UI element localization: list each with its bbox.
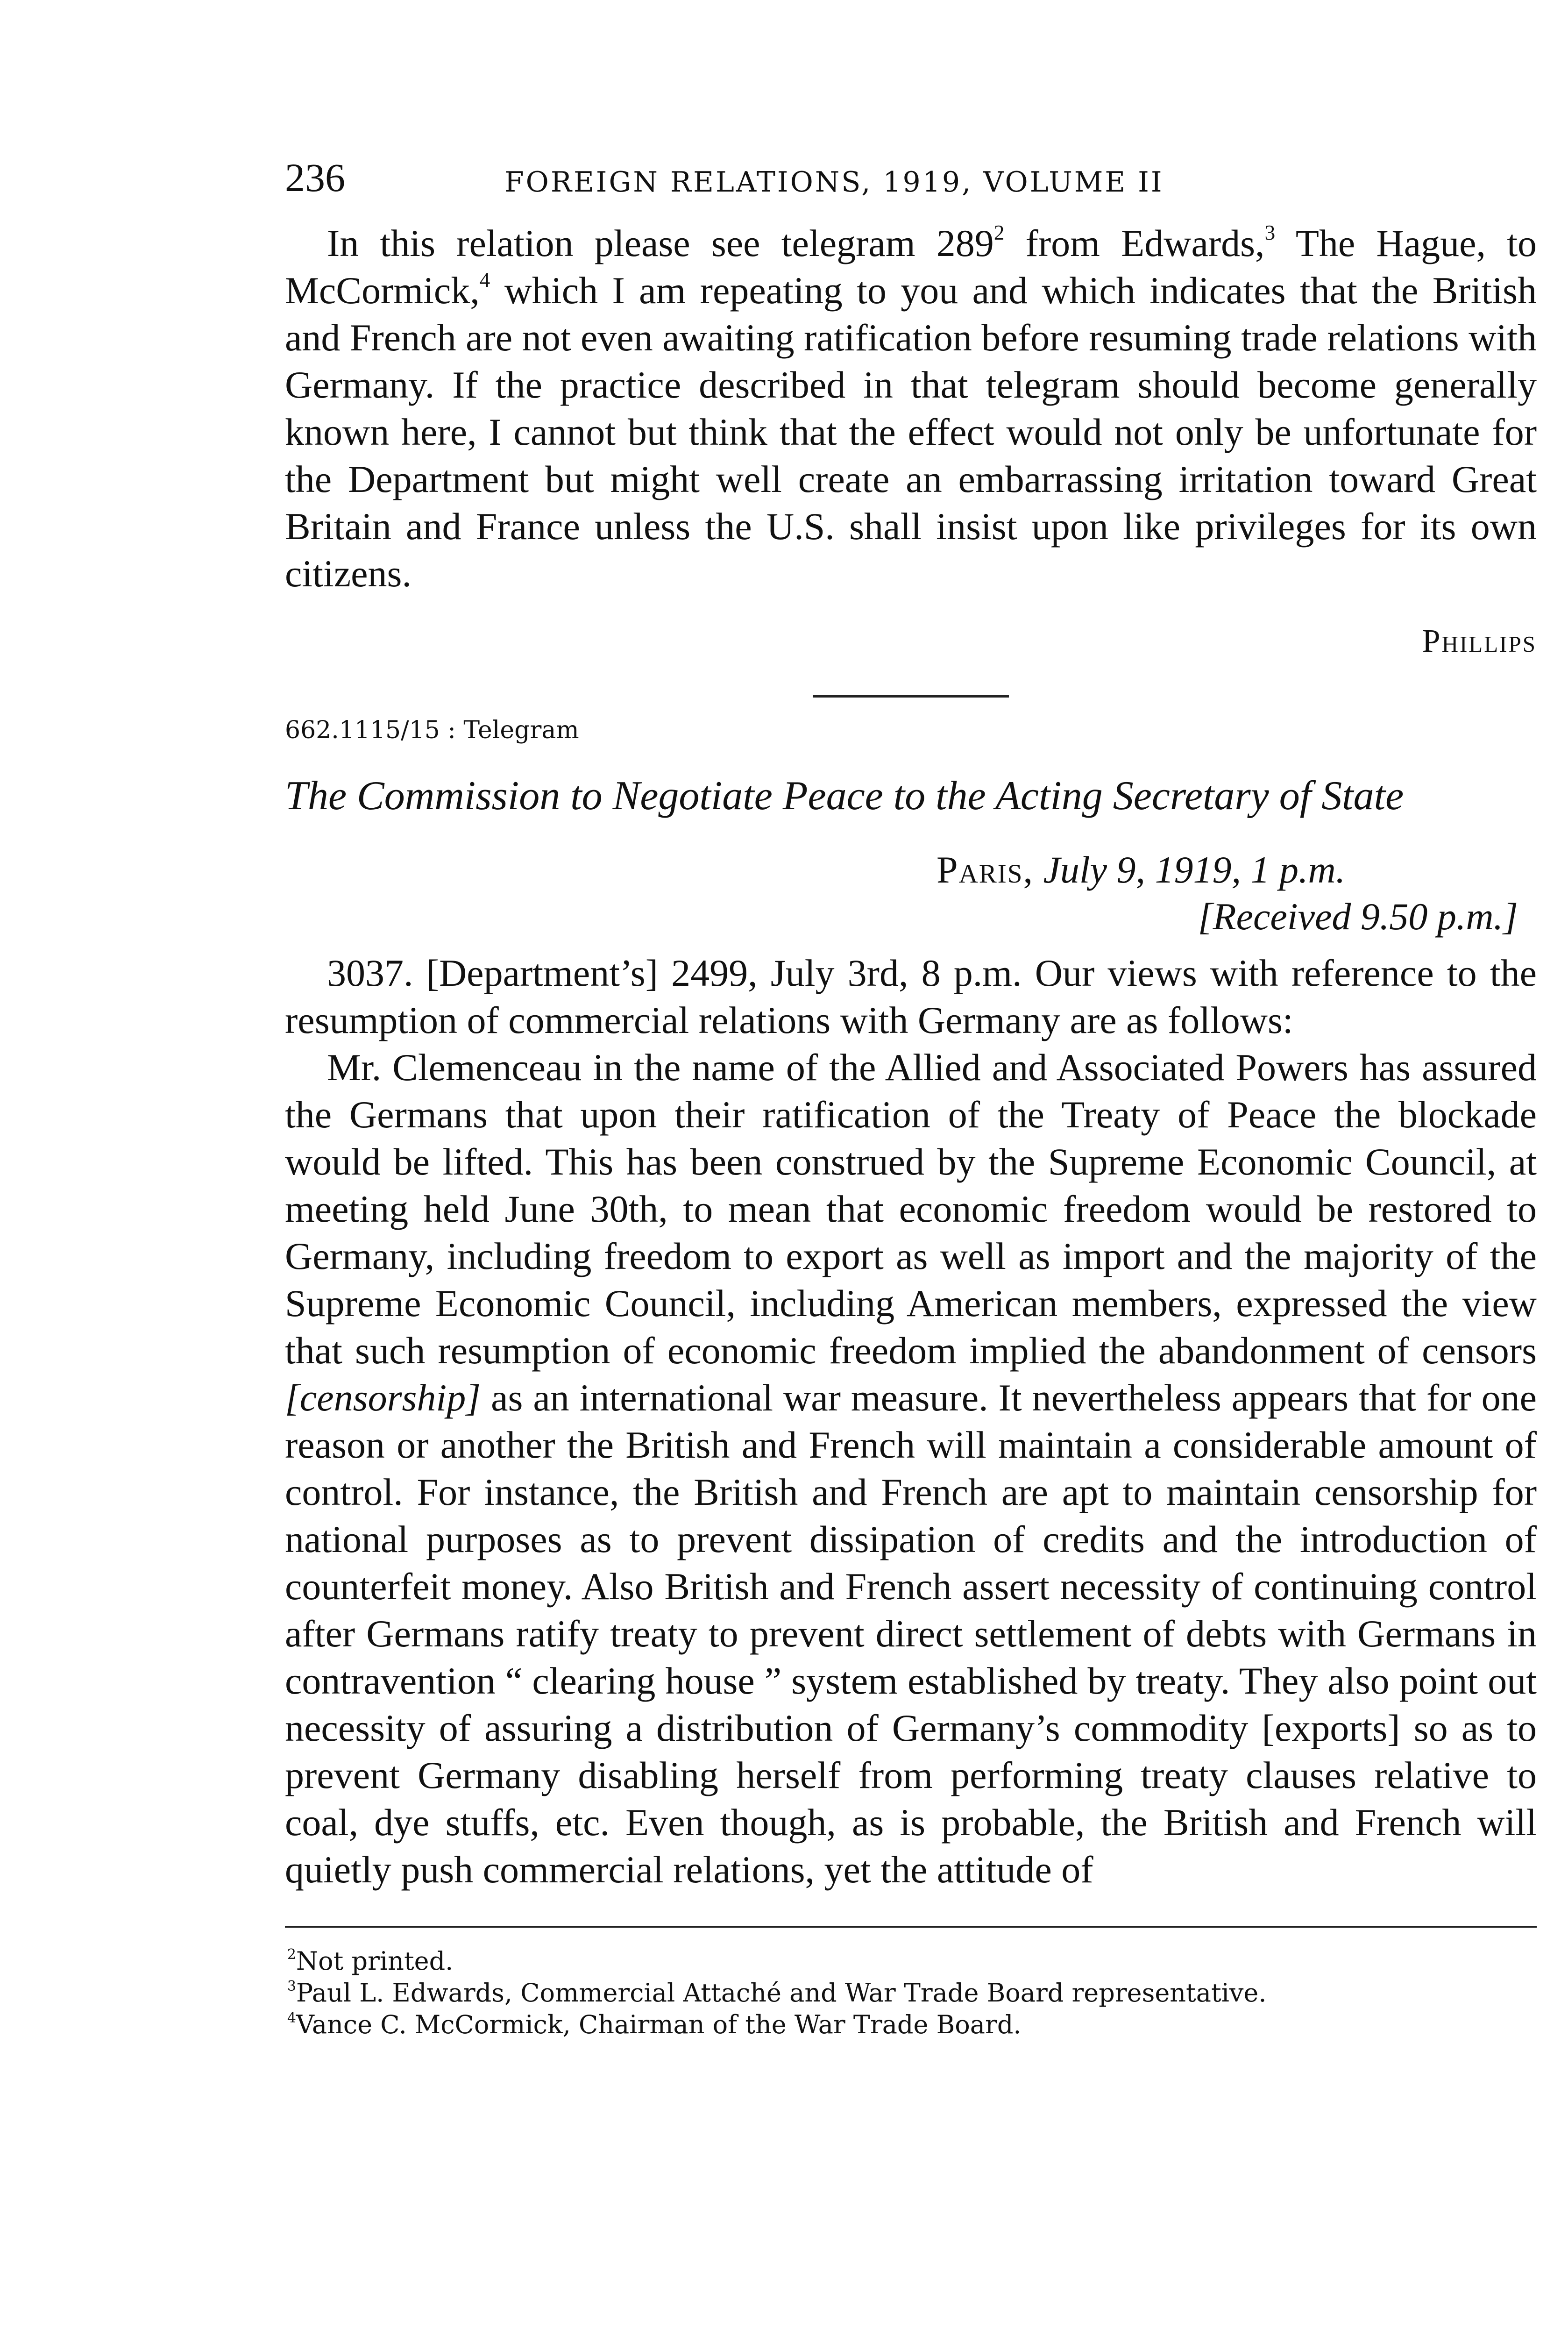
file-reference: 662.1115/15 : Telegram [285,716,579,744]
intro-text-1: In this relation please see telegram 289 [327,222,994,264]
intro-text-2: from Edwards, [1004,222,1265,264]
footnote-rule [285,1926,1537,1928]
intro-text-4: which I am repeating to you and which indicates that the British and French are not even awaiting ratification before resuming trade relations with Germany. If the practice described in that telegram should become generally known here, I cannot but think that the effect would not only be unfortunate for the Department but might well create an embarrassing irritation toward Great Britain and France unless the U.S. shall insist upon like privileges for its own citizens. [285,269,1537,595]
running-title: FOREIGN RELATIONS, 1919, VOLUME II [504,166,1164,199]
footnote-marker: 2 [287,1946,296,1963]
footnote [285,2009,1537,2041]
footnote-text: Vance C. McCormick, Chairman of the War Trade Board. [296,2010,1022,2039]
footnote-marker: 4 [287,2009,296,2026]
telegram-paragraph-1: 3037. [Department’s] 2499, July 3rd, 8 p.m. Our views with reference to the resumption of commercial relations with Germany are as follows: [285,952,1537,1041]
page-number: 236 [285,155,345,200]
received-time: [Received 9.50 p.m.] [1198,895,1518,938]
footnotes [285,1945,1537,2041]
intro-text-3: The Hague, to McCormick, [285,222,1537,312]
footnote-ref-4: 4 [479,268,490,292]
footnote-ref-3: 3 [1264,221,1276,244]
dateline-place: Paris, [937,848,1034,891]
dateline-received [937,893,1537,940]
footnote-marker: 3 [287,1978,296,1994]
dateline-sent [937,847,1537,893]
footnote-text: Paul L. Edwards, Commercial Attaché and War Trade Board representative. [296,1978,1267,2008]
document-page [285,154,1537,2041]
telegram-text-before: Mr. Clemenceau in the name of the Allied and Associated Powers has assured the Germans that upon their ratification of the Treaty of Peace the blockade would be lifted. This has been construed by the Supreme Economic Council, at meeting held June 30th, to mean that economic freedom would be restored to Germany, including freedom to export as well as import and the majority of the Supreme Economic Council, including American members, expressed the view that such resumption of economic freedom implied the abandonment of censors [285,1046,1537,1372]
signature: Phillips [1422,623,1537,659]
footnote-ref-2: 2 [993,221,1005,244]
footnote [285,1945,1537,1977]
telegram-text-after: as an international war measure. It nevertheless appears that for one reason or another the British and French will maintain a considerable amount of control. For instance, the British and French are apt to maintain censorship for national purposes as to prevent dissipation of credits and the introduction of counterfeit money. Also British and French assert necessity of continuing control after Germans ratify treaty to prevent direct settlement of debts with Germans in contravention “ clearing house ” system established by treaty. They also point out necessity of assuring a distribution of Germany’s commodity [exports] so as to prevent Germany disabling herself from performing treaty clauses relative to coal, dye stuffs, etc. Even though, as is probable, the British and French will quietly push commercial relations, yet the attitude of [285,1376,1537,1891]
dateline [285,847,1537,940]
editorial-correction: [censorship] [285,1376,481,1419]
footnote-text: Not printed. [296,1946,454,1976]
intro-paragraph [285,220,1537,597]
telegram-paragraph-2 [285,1044,1537,1893]
document-heading: The Commission to Negotiate Peace to the Acting Secretary of State [285,773,1404,819]
dateline-date: July 9, 1919, 1 p.m. [1033,848,1346,891]
section-divider [813,695,1009,698]
running-header [285,154,1537,210]
footnote [285,1977,1537,2009]
